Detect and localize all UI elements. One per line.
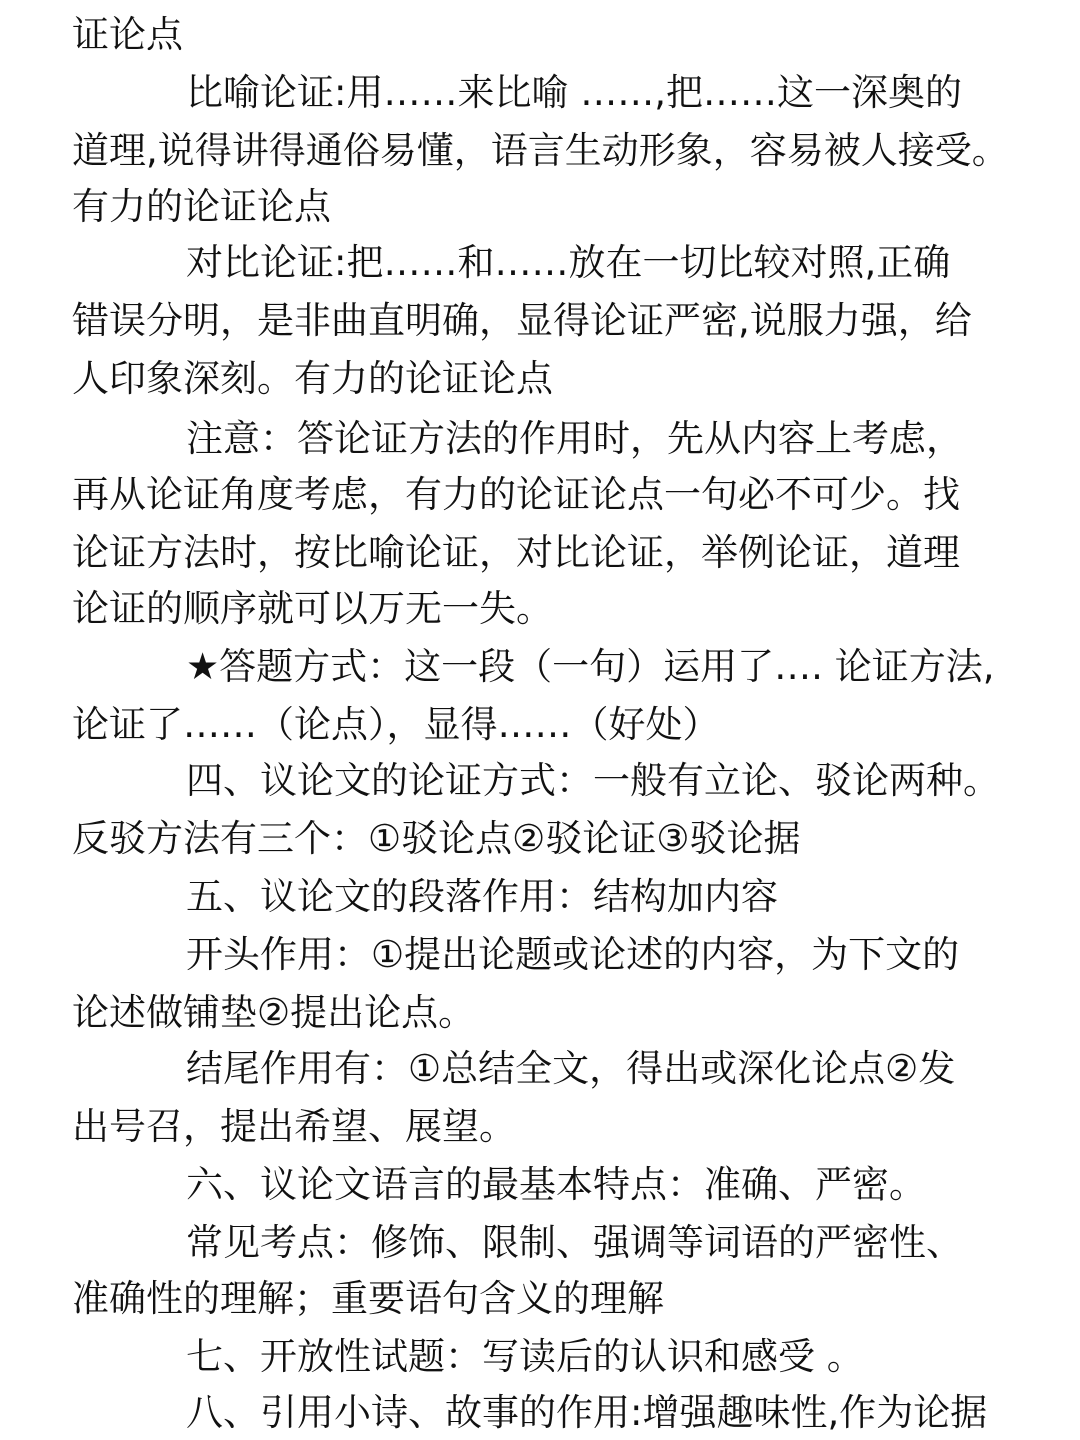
text-line-19: 结尾作用有：①总结全文，得出或深化论点②发: [186, 1047, 956, 1090]
text-line-4: 有力的论证论点: [72, 185, 331, 228]
text-line-10: 论证方法时，按比喻论证，对比论证，举例论证，道理: [72, 531, 960, 574]
text-line-1: 证论点: [72, 13, 183, 56]
text-line-9: 再从论证角度考虑，有力的论证论点一句必不可少。找: [72, 473, 960, 516]
text-line-23: 准确性的理解；重要语句含义的理解: [72, 1277, 664, 1320]
text-line-3: 道理,说得讲得通俗易懂，语言生动形象，容易被人接受。: [72, 129, 1009, 172]
text-line-15: 反驳方法有三个：①驳论点②驳论证③驳论据: [72, 817, 801, 860]
text-line-13: 论证了……（论点），显得……（好处）: [72, 703, 720, 746]
text-line-18: 论述做铺垫②提出论点。: [72, 991, 476, 1034]
text-line-24: 七、开放性试题：写读后的认识和感受 。: [186, 1335, 864, 1378]
text-line-11: 论证的顺序就可以万无一失。: [72, 587, 553, 630]
text-line-6: 错误分明，是非曲直明确，显得论证严密,说服力强，给: [72, 299, 972, 342]
text-line-17: 开头作用：①提出论题或论述的内容，为下文的: [186, 933, 960, 976]
text-line-2: 比喻论证:用……来比喻 ……,把……这一深奥的: [186, 71, 962, 114]
text-line-7: 人印象深刻。有力的论证论点: [72, 357, 553, 400]
text-line-16: 五、议论文的段落作用：结构加内容: [186, 875, 778, 918]
text-line-14: 四、议论文的论证方式：一般有立论、驳论两种。: [186, 759, 1000, 802]
text-line-5: 对比论证:把……和……放在一切比较对照,正确: [186, 241, 951, 284]
text-line-12: ★答题方式：这一段（一句）运用了…. 论证方法,: [186, 645, 995, 688]
text-line-21: 六、议论文语言的最基本特点：准确、严密。: [186, 1163, 926, 1206]
text-line-8: 注意：答论证方法的作用时，先从内容上考虑，: [186, 417, 963, 460]
text-line-25: 八、引用小诗、故事的作用:增强趣味性,作为论据: [186, 1391, 988, 1434]
text-line-20: 出号召，提出希望、展望。: [72, 1105, 516, 1148]
text-line-22: 常见考点：修饰、限制、强调等词语的严密性、: [186, 1221, 963, 1264]
